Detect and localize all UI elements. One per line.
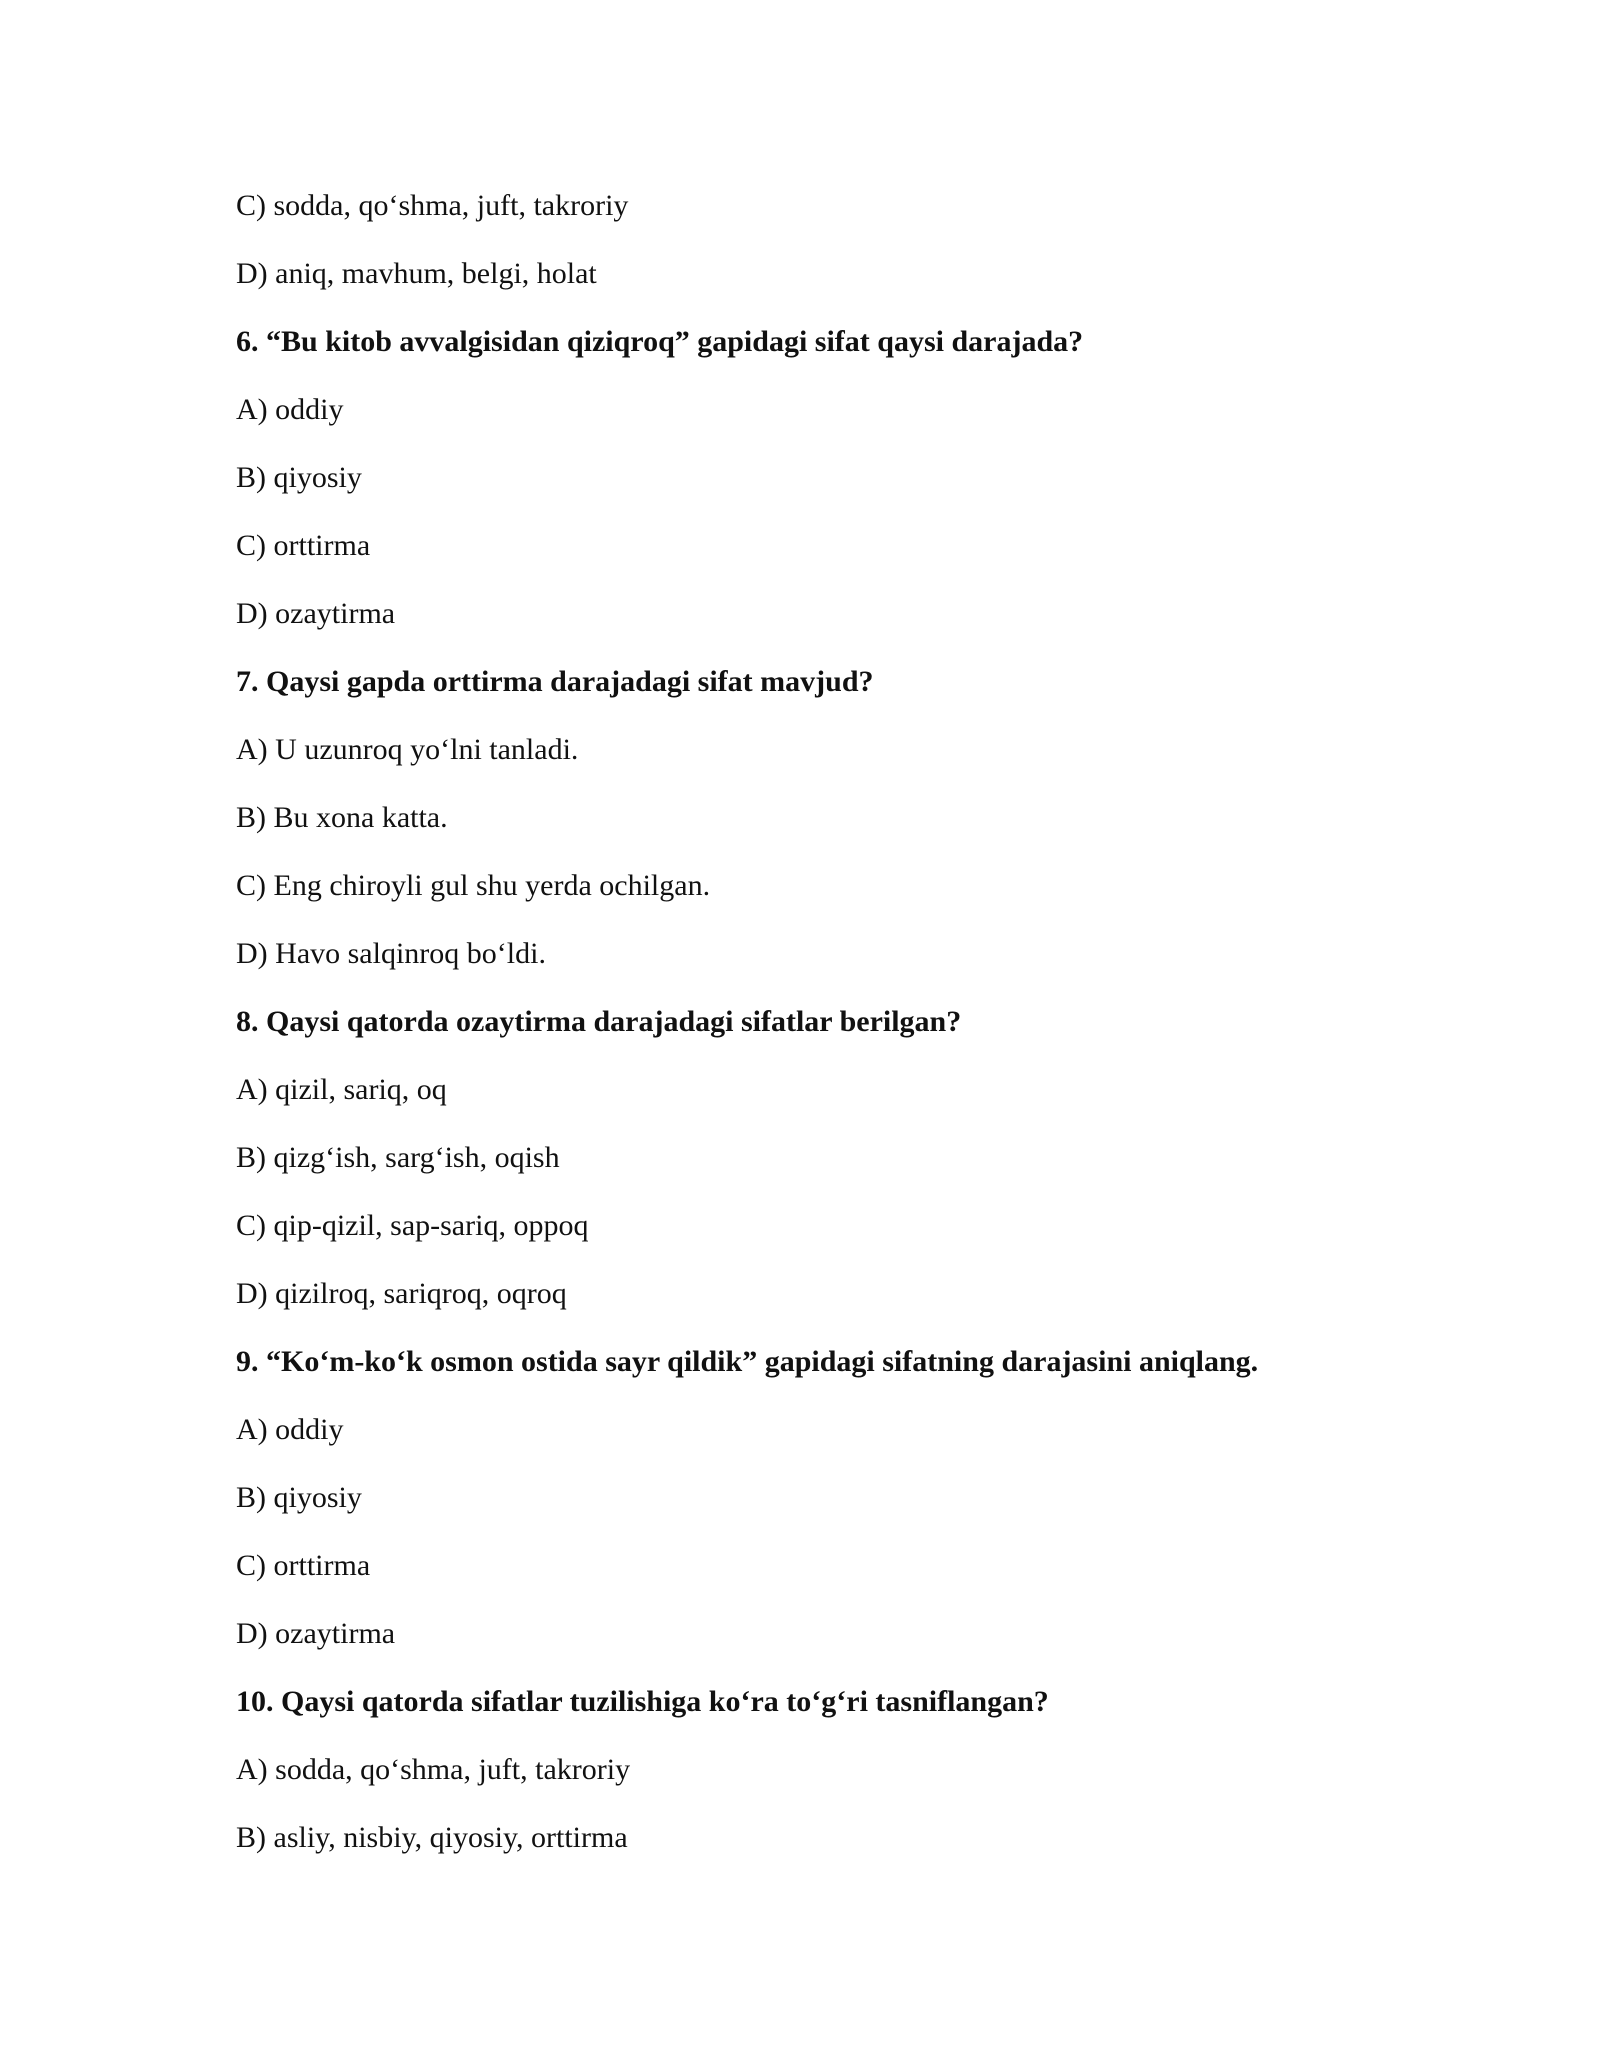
option-line: A) qizil, sariq, oq <box>236 1073 447 1106</box>
option-line: A) oddiy <box>236 393 344 426</box>
option-line: C) sodda, qo‘shma, juft, takroriy <box>236 189 629 222</box>
option-line: D) aniq, mavhum, belgi, holat <box>236 257 597 290</box>
option-line: D) ozaytirma <box>236 1617 396 1650</box>
option-line: B) qiyosiy <box>236 461 362 494</box>
question-9: 9. “Ko‘m-ko‘k osmon ostida sayr qildik” gapidagi sifatning darajasini aniqlang. <box>236 1345 1259 1378</box>
option-line: A) U uzunroq yo‘lni tanladi. <box>236 733 579 766</box>
question-8: 8. Qaysi qatorda ozaytirma darajadagi sifatlar berilgan? <box>236 1005 962 1038</box>
option-line: D) ozaytirma <box>236 597 396 630</box>
option-line: B) asliy, nisbiy, qiyosiy, orttirma <box>236 1821 628 1854</box>
option-line: A) sodda, qo‘shma, juft, takroriy <box>236 1753 631 1786</box>
option-line: C) qip-qizil, sap-sariq, oppoq <box>236 1209 589 1242</box>
option-line: C) orttirma <box>236 529 371 562</box>
option-line: A) oddiy <box>236 1413 344 1446</box>
question-6: 6. “Bu kitob avvalgisidan qiziqroq” gapidagi sifat qaysi darajada? <box>236 325 1084 358</box>
option-line: B) qizg‘ish, sarg‘ish, oqish <box>236 1141 560 1174</box>
question-7: 7. Qaysi gapda orttirma darajadagi sifat mavjud? <box>236 665 874 698</box>
question-10: 10. Qaysi qatorda sifatlar tuzilishiga ko‘ra to‘g‘ri tasniflangan? <box>236 1685 1049 1718</box>
option-line: B) Bu xona katta. <box>236 801 448 834</box>
option-line: D) Havo salqinroq bo‘ldi. <box>236 937 546 970</box>
document-content <box>236 186 1436 1886</box>
option-line: D) qizilroq, sariqroq, oqroq <box>236 1277 567 1310</box>
option-line: B) qiyosiy <box>236 1481 362 1514</box>
option-line: C) orttirma <box>236 1549 371 1582</box>
option-line: C) Eng chiroyli gul shu yerda ochilgan. <box>236 869 711 902</box>
